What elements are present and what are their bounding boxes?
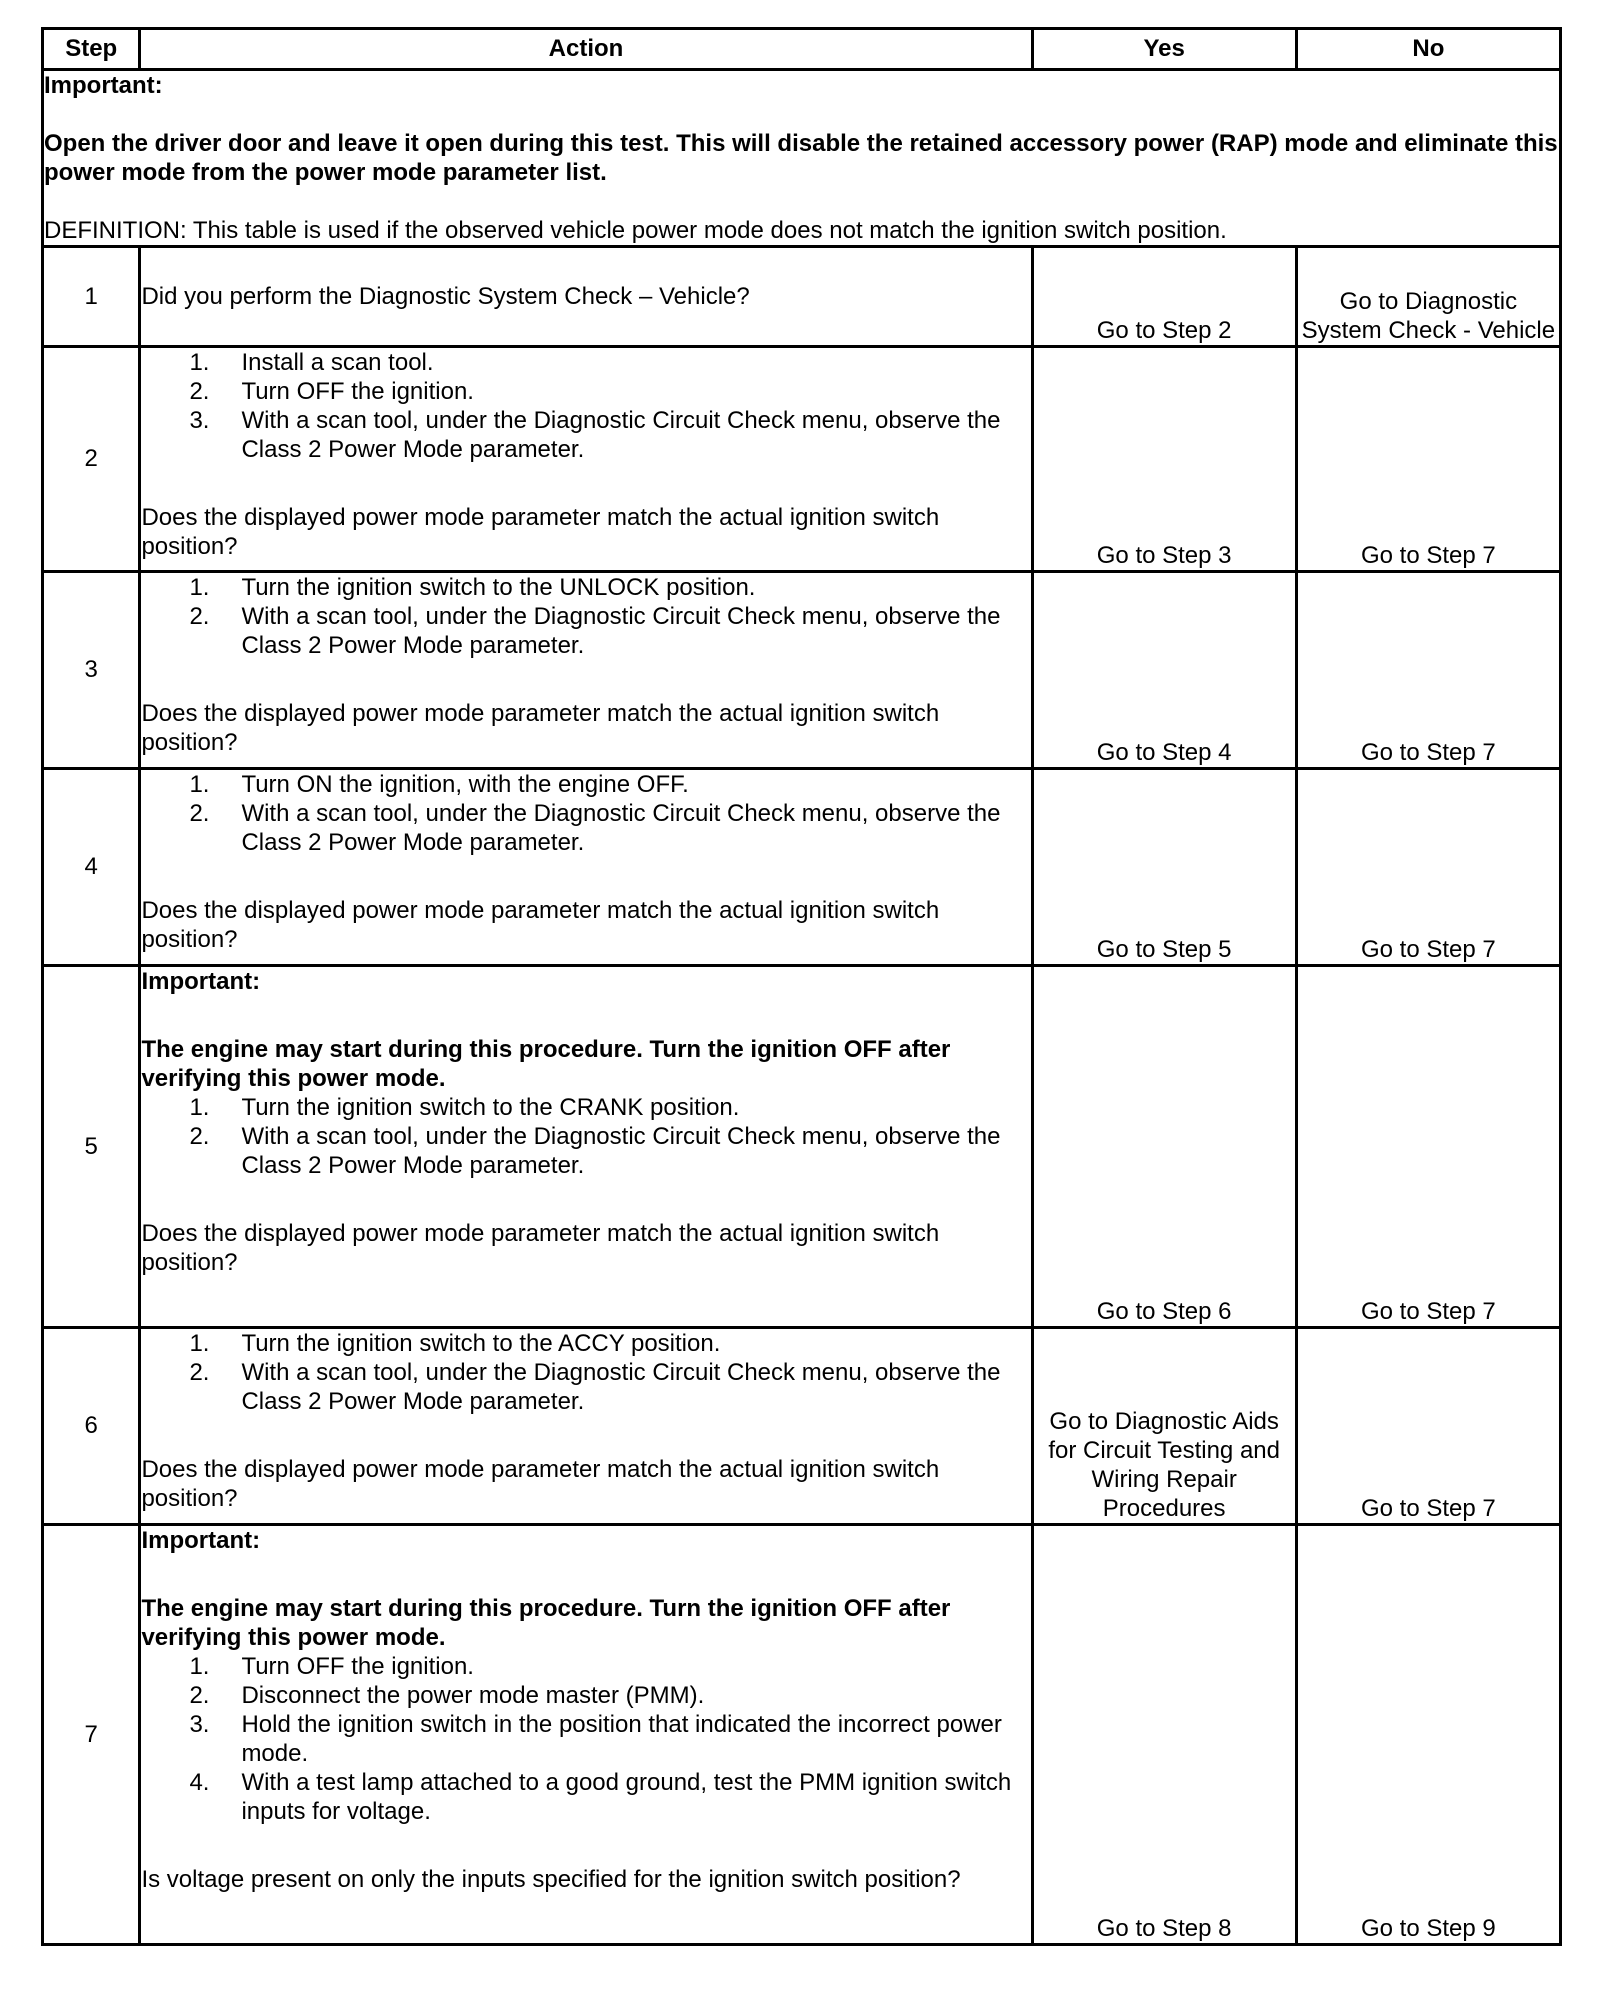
procedure-list [141,1093,1030,1180]
procedure-list [141,1329,1030,1416]
step-row [43,966,1561,1328]
procedure-item: With a test lamp attached to a good ground, test the PMM ignition switch inputs for voltage. [241,1769,1012,1825]
header-step: Step [43,29,140,70]
step-row [43,1525,1561,1945]
action-question: Does the displayed power mode parameter match the actual ignition switch position? [141,897,940,953]
no-result: Go to Step 7 [1296,769,1560,966]
action-cell [140,572,1032,769]
action-cell [140,1525,1032,1945]
procedure-list [141,1652,1030,1826]
no-result: Go to Step 9 [1296,1525,1560,1945]
action-question: Did you perform the Diagnostic System Check – Vehicle? [141,283,750,310]
action-cell [140,966,1032,1328]
action-cell [140,347,1032,572]
step-number: 6 [43,1328,140,1525]
yes-result: Go to Step 6 [1032,966,1296,1328]
yes-result: Go to Step 2 [1032,247,1296,347]
action-cell [140,247,1032,347]
intro-warning: Open the driver door and leave it open during this test. This will disable the retained accessory power (RAP) mode and eliminate this power mode from the power mode parameter list. [44,130,1558,186]
intro-important-label: Important: [44,72,163,99]
no-result: Go to Step 7 [1296,347,1560,572]
yes-result: Go to Step 5 [1032,769,1296,966]
procedure-list [141,573,1030,660]
procedure-item: With a scan tool, under the Diagnostic Circuit Check menu, observe the Class 2 Power Mode parameter. [241,603,1001,659]
intro-definition: DEFINITION: This table is used if the observed vehicle power mode does not match the ignition switch position. [44,217,1227,244]
action-question: Is voltage present on only the inputs specified for the ignition switch position? [141,1866,961,1893]
yes-result: Go to Step 4 [1032,572,1296,769]
procedure-item: With a scan tool, under the Diagnostic Circuit Check menu, observe the Class 2 Power Mode parameter. [241,407,1001,463]
procedure-item: Turn ON the ignition, with the engine OFF. [241,771,689,798]
engine-warning: The engine may start during this procedure. Turn the ignition OFF after verifying this power mode. [141,1036,951,1092]
action-question: Does the displayed power mode parameter match the actual ignition switch position? [141,700,940,756]
intro-row [43,70,1561,247]
action-question: Does the displayed power mode parameter match the actual ignition switch position? [141,1456,940,1512]
engine-warning: The engine may start during this procedure. Turn the ignition OFF after verifying this power mode. [141,1595,951,1651]
header-no: No [1296,29,1560,70]
action-cell [140,1328,1032,1525]
procedure-item: Turn OFF the ignition. [241,378,474,405]
intro-cell [43,70,1561,247]
step-row [43,1328,1561,1525]
procedure-item: With a scan tool, under the Diagnostic Circuit Check menu, observe the Class 2 Power Mode parameter. [241,1123,1001,1179]
no-result: Go to Step 7 [1296,572,1560,769]
step-row [43,769,1561,966]
step-number: 7 [43,1525,140,1945]
procedure-item: Install a scan tool. [241,349,434,376]
header-row [43,29,1561,70]
procedure-item: With a scan tool, under the Diagnostic Circuit Check menu, observe the Class 2 Power Mode parameter. [241,1359,1001,1415]
yes-result: Go to Diagnostic Aids for Circuit Testing and Wiring Repair Procedures [1032,1328,1296,1525]
no-result: Go to Diagnostic System Check - Vehicle [1296,247,1560,347]
action-cell [140,769,1032,966]
step-row [43,247,1561,347]
step-number: 1 [43,247,140,347]
no-result: Go to Step 7 [1296,966,1560,1328]
header-yes: Yes [1032,29,1296,70]
step-number: 3 [43,572,140,769]
procedure-item: Turn the ignition switch to the CRANK position. [241,1094,740,1121]
procedure-list [141,348,1030,464]
procedure-item: Disconnect the power mode master (PMM). [241,1682,705,1709]
action-question: Does the displayed power mode parameter match the actual ignition switch position? [141,1220,940,1276]
yes-result: Go to Step 8 [1032,1525,1296,1945]
action-question: Does the displayed power mode parameter match the actual ignition switch position? [141,504,940,560]
important-label: Important: [141,968,261,995]
step-row [43,347,1561,572]
procedure-item: With a scan tool, under the Diagnostic Circuit Check menu, observe the Class 2 Power Mode parameter. [241,800,1001,856]
procedure-list [141,770,1030,857]
step-number: 5 [43,966,140,1328]
yes-result: Go to Step 3 [1032,347,1296,572]
procedure-item: Turn the ignition switch to the ACCY position. [241,1330,721,1357]
procedure-item: Hold the ignition switch in the position that indicated the incorrect power mode. [241,1711,1002,1767]
procedure-item: Turn the ignition switch to the UNLOCK position. [241,574,756,601]
step-number: 4 [43,769,140,966]
step-number: 2 [43,347,140,572]
step-row [43,572,1561,769]
important-label: Important: [141,1527,261,1554]
header-action: Action [140,29,1032,70]
no-result: Go to Step 7 [1296,1328,1560,1525]
procedure-item: Turn OFF the ignition. [241,1653,474,1680]
diagnostic-table [41,27,1562,1946]
